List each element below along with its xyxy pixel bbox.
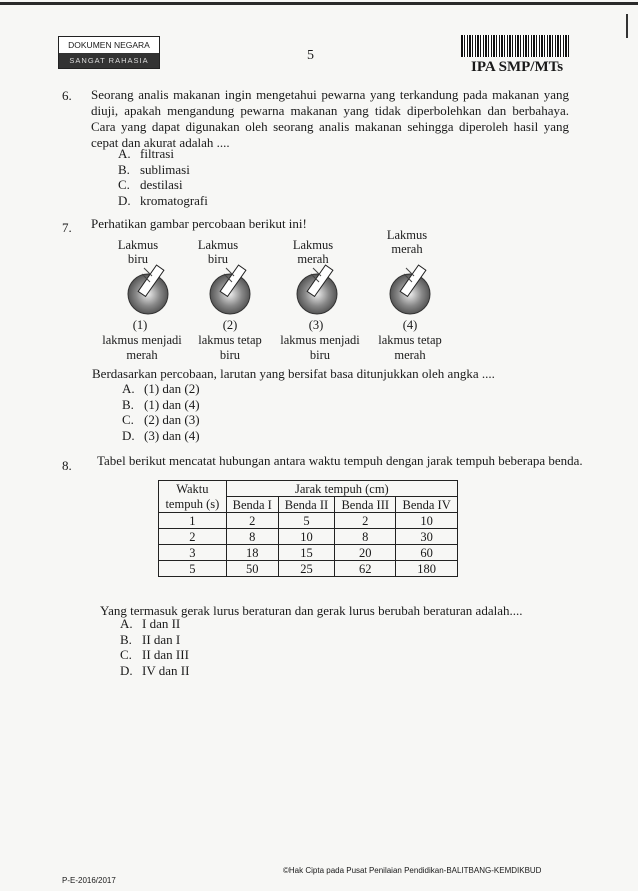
q8-option-a[interactable]: A. I dan II [120, 616, 181, 631]
barcode-image [461, 35, 569, 57]
q7-number: 7. [62, 220, 72, 235]
table-cell: 5 [159, 561, 227, 577]
top-rule [0, 2, 638, 5]
q6-option-b[interactable]: B. sublimasi [118, 161, 190, 177]
q8-option-d[interactable]: D. IV dan II [120, 662, 190, 678]
q7-option-a[interactable]: A. (1) dan (2) [122, 381, 200, 396]
q7-option-c[interactable]: C. (2) dan (3) [122, 412, 200, 427]
fig2-caption: lakmus tetap biru [198, 333, 262, 362]
q8-question: Yang termasuk gerak lurus beraturan dan gerak lurus berubah beraturan adalah.... [100, 603, 523, 618]
table-col-header: Benda II [278, 497, 335, 513]
table-col-header: Benda III [335, 497, 396, 513]
q6-option-d[interactable]: D. kromatografi [118, 192, 208, 208]
table-cell: 180 [396, 561, 458, 577]
table-cell: 25 [278, 561, 335, 577]
q6-option-a[interactable]: A. filtrasi [118, 146, 174, 161]
fig3-dish-icon [287, 256, 347, 316]
table-cell: 62 [335, 561, 396, 577]
fig1-caption: lakmus menjadi merah [102, 333, 182, 362]
table-col-header: Benda IV [396, 497, 458, 513]
q7-question: Berdasarkan percobaan, larutan yang bersifat basa ditunjukkan oleh angka .... [92, 366, 495, 381]
table-cell: 3 [159, 545, 227, 561]
table-cell: 60 [396, 545, 458, 561]
table-row [159, 561, 458, 577]
table-cell: 18 [226, 545, 278, 561]
q6-number: 6. [62, 88, 72, 103]
fig3-label: Lakmus merah [292, 238, 334, 266]
fig2-dish-icon [200, 256, 260, 316]
table-cell: 15 [278, 545, 335, 561]
table-cell: 8 [335, 529, 396, 545]
q6-options [118, 146, 208, 208]
fig1-dish-icon [118, 256, 178, 316]
q7-options [122, 381, 200, 443]
q7-option-b[interactable]: B. (1) dan (4) [122, 396, 200, 412]
table-header-time: Waktu [159, 481, 227, 497]
table-cell: 8 [226, 529, 278, 545]
fig3-caption: lakmus menjadi biru [280, 333, 360, 362]
table-header-time-unit: tempuh (s) [159, 497, 227, 513]
edge-mark [626, 14, 628, 38]
q6-text: Seorang analis makanan ingin mengetahui pewarna yang terkandung pada makanan yang diuji, apakah mengandung pewarna makanan yang tidak diperbolehkan dan berbahaya. Cara yang dapat digunakan oleh seorang analis makanan sehingga diperoleh hasil yang cepat dan akurat adalah .... [91, 87, 569, 150]
table-cell: 20 [335, 545, 396, 561]
table-cell: 2 [226, 513, 278, 529]
fig4-label: Lakmus merah [386, 228, 428, 256]
document-stamp [58, 36, 160, 69]
fig3-number: (3) [308, 318, 324, 332]
subject-title: IPA SMP/MTs [471, 59, 564, 75]
fig4-number: (4) [402, 318, 418, 332]
table-col-header: Benda I [226, 497, 278, 513]
q8-option-c[interactable]: C. II dan III [120, 647, 189, 662]
fig1-label: Lakmus biru [117, 238, 159, 266]
fig1-number: (1) [132, 318, 148, 332]
secret-label: SANGAT RAHASIA [59, 53, 159, 68]
footer-code: P-E-2016/2017 [62, 876, 116, 885]
fig2-number: (2) [222, 318, 238, 332]
table-cell: 5 [278, 513, 335, 529]
page-number: 5 [307, 48, 314, 63]
q7-option-d[interactable]: D. (3) dan (4) [122, 427, 200, 443]
q8-text: Tabel berikut mencatat hubungan antara waktu tempuh dengan jarak tempuh beberapa benda. [97, 453, 583, 468]
table-row [159, 529, 458, 545]
q8-options [120, 616, 189, 678]
table-row [159, 513, 458, 529]
table-header-distance: Jarak tempuh (cm) [226, 481, 457, 497]
table-cell: 10 [278, 529, 335, 545]
table-cell: 10 [396, 513, 458, 529]
table-cell: 2 [159, 529, 227, 545]
distance-time-table [158, 480, 458, 577]
fig4-dish-icon [380, 256, 440, 316]
table-row [159, 545, 458, 561]
table-cell: 30 [396, 529, 458, 545]
footer-copyright: ©Hak Cipta pada Pusat Penilaian Pendidikan-BALITBANG-KEMDIKBUD [283, 866, 542, 875]
table-cell: 50 [226, 561, 278, 577]
q6-option-c[interactable]: C. destilasi [118, 177, 183, 192]
fig2-label: Lakmus biru [197, 238, 239, 266]
table-cell: 2 [335, 513, 396, 529]
q8-number: 8. [62, 458, 72, 473]
doc-label: DOKUMEN NEGARA [59, 37, 159, 53]
table-cell: 1 [159, 513, 227, 529]
q8-option-b[interactable]: B. II dan I [120, 631, 181, 647]
fig4-caption: lakmus tetap merah [378, 333, 442, 362]
q7-text: Perhatikan gambar percobaan berikut ini! [91, 216, 307, 231]
